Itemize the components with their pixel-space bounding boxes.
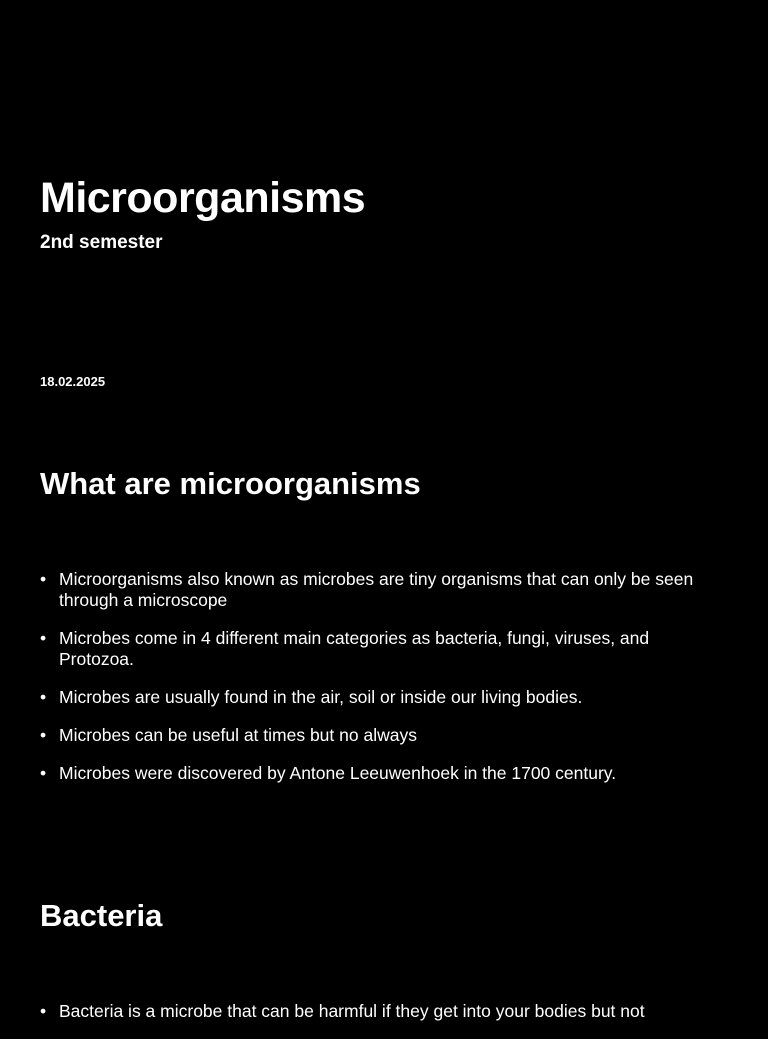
- list-item-text: Microbes are usually found in the air, soil or inside our living bodies.: [59, 687, 583, 707]
- list-item: [40, 1001, 720, 1022]
- bullet-icon: •: [40, 569, 47, 589]
- list-item: [40, 763, 720, 784]
- bullet-icon: •: [40, 725, 47, 745]
- list-item-text: Microorganisms also known as microbes are tiny organisms that can only be seen through a microscope: [59, 569, 694, 610]
- bullet-icon: •: [40, 628, 47, 648]
- document-title: Microorganisms: [40, 174, 366, 222]
- document-subtitle: 2nd semester: [40, 232, 163, 253]
- list-item: [40, 725, 720, 746]
- document-date: 18.02.2025: [40, 374, 106, 389]
- list-item: [40, 569, 720, 611]
- list-item-text: Microbes were discovered by Antone Leeuwenhoek in the 1700 century.: [59, 763, 617, 783]
- bullet-icon: •: [40, 687, 47, 707]
- list-item-text: Microbes come in 4 different main categories as bacteria, fungi, viruses, and Protozoa.: [59, 628, 650, 669]
- bullet-list-bacteria: [40, 1001, 720, 1039]
- bullet-icon: •: [40, 1001, 47, 1021]
- list-item-text: Microbes can be useful at times but no always: [59, 725, 417, 745]
- bullet-icon: •: [40, 763, 47, 783]
- section-heading-microorganisms: What are microorganisms: [40, 466, 421, 501]
- section-heading-bacteria: Bacteria: [40, 898, 163, 933]
- list-item-text: Bacteria is a microbe that can be harmful if they get into your bodies but not: [59, 1001, 645, 1021]
- bullet-list-microorganisms: [40, 569, 720, 801]
- list-item: [40, 628, 720, 670]
- list-item: [40, 687, 720, 708]
